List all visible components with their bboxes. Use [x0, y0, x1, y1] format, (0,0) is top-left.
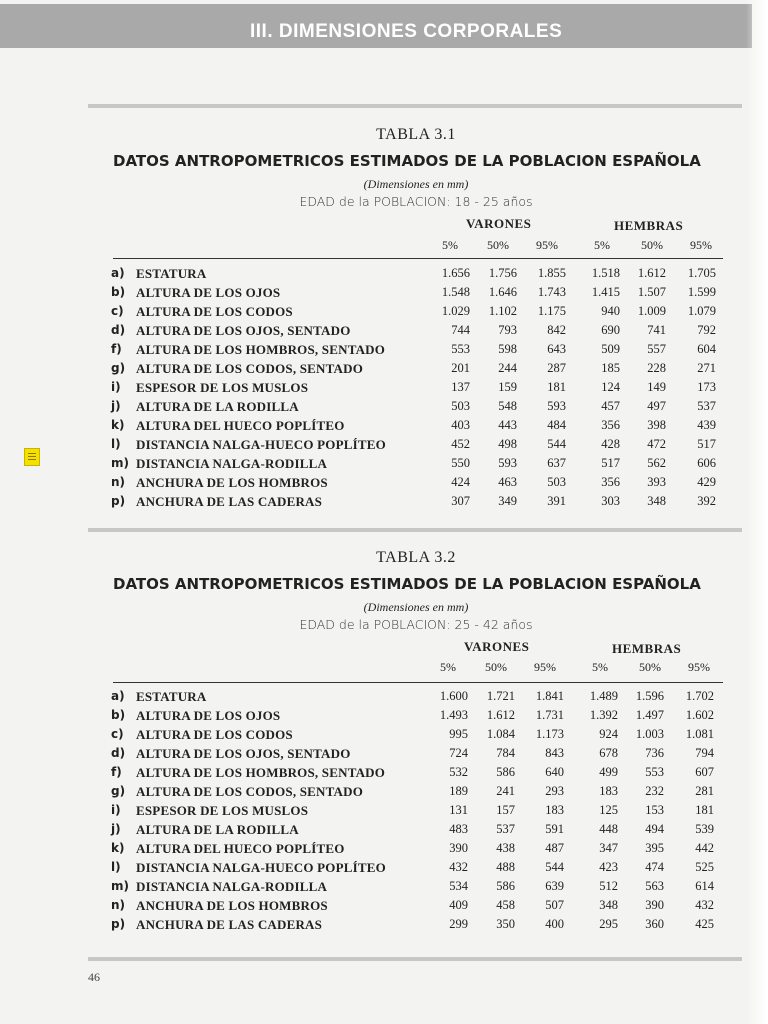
value-cell: 1.599 [687, 285, 716, 299]
table-title: DATOS ANTROPOMETRICOS ESTIMADOS DE LA POBLACION ESPAÑOLA [113, 575, 701, 593]
table-row [0, 304, 768, 323]
value-cell: 484 [547, 418, 566, 432]
value-cell: 442 [695, 841, 714, 855]
value-cell: 403 [451, 418, 470, 432]
value-cell: 303 [601, 494, 620, 508]
group-label-varones: VARONES [464, 639, 530, 654]
value-cell: 1.084 [486, 727, 515, 741]
chapter-title: III. DIMENSIONES CORPORALES [250, 21, 563, 42]
table-title: DATOS ANTROPOMETRICOS ESTIMADOS DE LA POBLACION ESPAÑOLA [113, 152, 701, 170]
row-letter: j) [111, 822, 121, 836]
value-cell: 347 [599, 841, 618, 855]
value-cell: 159 [498, 380, 517, 394]
value-cell: 509 [601, 342, 620, 356]
table-age-range: EDAD de la POBLACION: 25 - 42 años [299, 617, 533, 632]
value-cell: 607 [695, 765, 714, 779]
value-cell: 598 [498, 342, 517, 356]
table-row [0, 860, 768, 879]
row-label: ALTURA DE LA RODILLA [136, 822, 299, 837]
value-cell: 1.705 [687, 266, 716, 280]
value-cell: 390 [645, 898, 664, 912]
value-cell: 534 [449, 879, 468, 893]
value-cell: 544 [545, 860, 564, 874]
row-label: ESTATURA [136, 266, 207, 281]
value-cell: 201 [451, 361, 470, 375]
row-letter: j) [111, 399, 121, 413]
row-letter: g) [111, 361, 126, 375]
table-age-range: EDAD de la POBLACION: 18 - 25 años [299, 194, 533, 209]
value-cell: 423 [599, 860, 618, 874]
value-cell: 639 [545, 879, 564, 893]
value-cell: 593 [498, 456, 517, 470]
table-row [0, 841, 768, 860]
value-cell: 307 [451, 494, 470, 508]
value-cell: 924 [599, 727, 618, 741]
row-letter: n) [111, 898, 126, 912]
value-cell: 544 [547, 437, 566, 451]
value-cell: 678 [599, 746, 618, 760]
value-cell: 458 [496, 898, 515, 912]
row-label: ALTURA DE LOS OJOS [136, 285, 281, 300]
row-label: DISTANCIA NALGA-RODILLA [136, 879, 328, 894]
row-letter: i) [111, 380, 121, 394]
value-cell: 537 [496, 822, 515, 836]
value-cell: 425 [695, 917, 714, 931]
value-cell: 643 [547, 342, 566, 356]
value-cell: 793 [498, 323, 517, 337]
table-row [0, 708, 768, 727]
value-cell: 741 [647, 323, 666, 337]
row-letter: a) [111, 266, 125, 280]
value-cell: 637 [547, 456, 566, 470]
value-cell: 1.003 [635, 727, 664, 741]
value-cell: 1.489 [589, 689, 618, 703]
table-label: TABLA 3.1 [376, 126, 456, 143]
value-cell: 183 [599, 784, 618, 798]
row-label: ALTURA DEL HUECO POPLÍTEO [136, 841, 345, 856]
value-cell: 736 [645, 746, 664, 760]
group-label-hembras: HEMBRAS [614, 218, 684, 233]
value-cell: 586 [496, 765, 515, 779]
value-cell: 349 [498, 494, 517, 508]
value-cell: 1.596 [635, 689, 664, 703]
table-row [0, 494, 768, 513]
value-cell: 562 [647, 456, 666, 470]
row-letter: k) [111, 418, 125, 432]
value-cell: 499 [599, 765, 618, 779]
value-cell: 428 [601, 437, 620, 451]
row-label: ANCHURA DE LOS HOMBROS [136, 898, 328, 913]
value-cell: 1.702 [685, 689, 714, 703]
row-label: ANCHURA DE LAS CADERAS [136, 494, 323, 509]
value-cell: 1.743 [537, 285, 566, 299]
table-row [0, 746, 768, 765]
group-label-varones: VARONES [466, 216, 532, 231]
table-row [0, 399, 768, 418]
value-cell: 281 [695, 784, 714, 798]
value-cell: 457 [601, 399, 620, 413]
group-label-hembras: HEMBRAS [612, 641, 682, 656]
value-cell: 157 [496, 803, 515, 817]
table-row [0, 727, 768, 746]
table-row [0, 380, 768, 399]
row-label: ALTURA DE LOS OJOS, SENTADO [136, 746, 351, 761]
value-cell: 438 [496, 841, 515, 855]
table-row [0, 475, 768, 494]
value-cell: 1.731 [535, 708, 564, 722]
value-cell: 439 [697, 418, 716, 432]
table-row [0, 323, 768, 342]
value-cell: 391 [547, 494, 566, 508]
value-cell: 548 [498, 399, 517, 413]
value-cell: 474 [645, 860, 664, 874]
row-label: ALTURA DE LOS HOMBROS, SENTADO [136, 765, 386, 780]
value-cell: 232 [645, 784, 664, 798]
row-letter: p) [111, 494, 126, 508]
value-cell: 557 [647, 342, 666, 356]
value-cell: 1.081 [685, 727, 714, 741]
value-cell: 512 [599, 879, 618, 893]
value-cell: 517 [601, 456, 620, 470]
value-cell: 1.497 [635, 708, 664, 722]
value-cell: 1.721 [486, 689, 515, 703]
row-letter: k) [111, 841, 125, 855]
value-cell: 1.656 [441, 266, 470, 280]
table-row [0, 361, 768, 380]
value-cell: 244 [498, 361, 517, 375]
value-cell: 483 [449, 822, 468, 836]
row-letter: p) [111, 917, 126, 931]
value-cell: 137 [451, 380, 470, 394]
table-row [0, 285, 768, 304]
value-cell: 1.612 [486, 708, 515, 722]
percentile-header: 50% [487, 238, 509, 252]
value-cell: 131 [449, 803, 468, 817]
percentile-header: 5% [594, 238, 610, 252]
value-cell: 183 [545, 803, 564, 817]
percentile-header: 95% [536, 238, 558, 252]
value-cell: 550 [451, 456, 470, 470]
table-row [0, 822, 768, 841]
value-cell: 553 [451, 342, 470, 356]
table-row [0, 784, 768, 803]
value-cell: 356 [601, 475, 620, 489]
value-cell: 398 [647, 418, 666, 432]
row-label: ALTURA DE LA RODILLA [136, 399, 299, 414]
page-number: 46 [88, 970, 100, 984]
value-cell: 395 [645, 841, 664, 855]
value-cell: 604 [697, 342, 716, 356]
value-cell: 1.602 [685, 708, 714, 722]
value-cell: 744 [451, 323, 470, 337]
value-cell: 448 [599, 822, 618, 836]
value-cell: 1.507 [637, 285, 666, 299]
value-cell: 539 [695, 822, 714, 836]
table-row [0, 437, 768, 456]
table-row [0, 689, 768, 708]
value-cell: 393 [647, 475, 666, 489]
value-cell: 537 [697, 399, 716, 413]
row-letter: b) [111, 285, 126, 299]
value-cell: 1.029 [441, 304, 470, 318]
row-label: ESPESOR DE LOS MUSLOS [136, 803, 309, 818]
value-cell: 487 [545, 841, 564, 855]
row-letter: m) [111, 456, 129, 470]
value-cell: 356 [601, 418, 620, 432]
row-label: ALTURA DE LOS CODOS, SENTADO [136, 361, 364, 376]
table-row [0, 765, 768, 784]
value-cell: 591 [545, 822, 564, 836]
value-cell: 842 [547, 323, 566, 337]
value-cell: 1.612 [637, 266, 666, 280]
value-cell: 606 [697, 456, 716, 470]
value-cell: 498 [498, 437, 517, 451]
section-divider-top [88, 104, 742, 108]
value-cell: 432 [449, 860, 468, 874]
value-cell: 1.102 [488, 304, 517, 318]
value-cell: 348 [599, 898, 618, 912]
value-cell: 525 [695, 860, 714, 874]
row-letter: l) [111, 437, 121, 451]
percentile-header: 50% [639, 660, 661, 674]
value-cell: 690 [601, 323, 620, 337]
percentile-header: 50% [485, 660, 507, 674]
table-subtitle: (Dimensiones en mm) [363, 600, 469, 614]
value-cell: 593 [547, 399, 566, 413]
row-label: ALTURA DE LOS OJOS [136, 708, 281, 723]
value-cell: 1.841 [535, 689, 564, 703]
value-cell: 125 [599, 803, 618, 817]
value-cell: 1.855 [537, 266, 566, 280]
row-letter: g) [111, 784, 126, 798]
value-cell: 724 [449, 746, 468, 760]
value-cell: 640 [545, 765, 564, 779]
value-cell: 185 [601, 361, 620, 375]
row-letter: f) [111, 342, 122, 356]
percentile-header: 95% [690, 238, 712, 252]
value-cell: 1.756 [488, 266, 517, 280]
value-cell: 507 [545, 898, 564, 912]
value-cell: 429 [697, 475, 716, 489]
row-label: ALTURA DE LOS HOMBROS, SENTADO [136, 342, 386, 357]
value-cell: 293 [545, 784, 564, 798]
section-divider-middle [88, 528, 742, 532]
value-cell: 1.175 [537, 304, 566, 318]
value-cell: 1.392 [589, 708, 618, 722]
value-cell: 494 [645, 822, 664, 836]
value-cell: 400 [545, 917, 564, 931]
value-cell: 228 [647, 361, 666, 375]
value-cell: 392 [697, 494, 716, 508]
row-label: ANCHURA DE LOS HOMBROS [136, 475, 328, 490]
value-cell: 1.518 [591, 266, 620, 280]
value-cell: 241 [496, 784, 515, 798]
value-cell: 843 [545, 746, 564, 760]
value-cell: 794 [695, 746, 714, 760]
table-header-rule [113, 258, 723, 259]
row-label: ALTURA DE LOS CODOS, SENTADO [136, 784, 364, 799]
row-letter: l) [111, 860, 121, 874]
row-label: ALTURA DE LOS CODOS [136, 304, 293, 319]
percentile-header: 50% [641, 238, 663, 252]
value-cell: 1.548 [441, 285, 470, 299]
value-cell: 1.079 [687, 304, 716, 318]
row-label: DISTANCIA NALGA-RODILLA [136, 456, 328, 471]
percentile-header: 95% [534, 660, 556, 674]
value-cell: 189 [449, 784, 468, 798]
row-letter: n) [111, 475, 126, 489]
table-header-rule [113, 682, 723, 683]
row-label: ESTATURA [136, 689, 207, 704]
value-cell: 432 [695, 898, 714, 912]
value-cell: 503 [451, 399, 470, 413]
table-row [0, 917, 768, 936]
value-cell: 1.173 [535, 727, 564, 741]
value-cell: 463 [498, 475, 517, 489]
value-cell: 586 [496, 879, 515, 893]
value-cell: 424 [451, 475, 470, 489]
value-cell: 1.415 [591, 285, 620, 299]
row-letter: d) [111, 746, 126, 760]
value-cell: 784 [496, 746, 515, 760]
table-row [0, 266, 768, 285]
row-label: ANCHURA DE LAS CADERAS [136, 917, 323, 932]
row-label: ALTURA DE LOS CODOS [136, 727, 293, 742]
row-letter: b) [111, 708, 126, 722]
table-subtitle: (Dimensiones en mm) [363, 177, 469, 191]
percentile-header: 5% [442, 238, 458, 252]
value-cell: 443 [498, 418, 517, 432]
value-cell: 181 [695, 803, 714, 817]
value-cell: 409 [449, 898, 468, 912]
row-label: DISTANCIA NALGA-HUECO POPLÍTEO [136, 860, 386, 875]
value-cell: 173 [697, 380, 716, 394]
row-letter: a) [111, 689, 125, 703]
value-cell: 503 [547, 475, 566, 489]
value-cell: 940 [601, 304, 620, 318]
value-cell: 390 [449, 841, 468, 855]
value-cell: 1.493 [439, 708, 468, 722]
row-letter: m) [111, 879, 129, 893]
value-cell: 271 [697, 361, 716, 375]
value-cell: 360 [645, 917, 664, 931]
value-cell: 181 [547, 380, 566, 394]
value-cell: 287 [547, 361, 566, 375]
value-cell: 295 [599, 917, 618, 931]
row-letter: c) [111, 727, 124, 741]
row-letter: c) [111, 304, 124, 318]
value-cell: 517 [697, 437, 716, 451]
table-label: TABLA 3.2 [376, 549, 456, 566]
value-cell: 124 [601, 380, 620, 394]
row-letter: d) [111, 323, 126, 337]
row-letter: f) [111, 765, 122, 779]
value-cell: 532 [449, 765, 468, 779]
table-row [0, 803, 768, 822]
value-cell: 497 [647, 399, 666, 413]
row-label: ALTURA DE LOS OJOS, SENTADO [136, 323, 351, 338]
value-cell: 452 [451, 437, 470, 451]
value-cell: 348 [647, 494, 666, 508]
percentile-header: 5% [440, 660, 456, 674]
value-cell: 350 [496, 917, 515, 931]
section-divider-bottom [88, 957, 742, 961]
value-cell: 153 [645, 803, 664, 817]
value-cell: 792 [697, 323, 716, 337]
value-cell: 614 [695, 879, 714, 893]
table-row [0, 456, 768, 475]
value-cell: 472 [647, 437, 666, 451]
value-cell: 299 [449, 917, 468, 931]
value-cell: 995 [449, 727, 468, 741]
row-label: ALTURA DEL HUECO POPLÍTEO [136, 418, 345, 433]
value-cell: 1.646 [488, 285, 517, 299]
row-label: ESPESOR DE LOS MUSLOS [136, 380, 309, 395]
value-cell: 488 [496, 860, 515, 874]
row-letter: i) [111, 803, 121, 817]
value-cell: 1.009 [637, 304, 666, 318]
value-cell: 1.600 [439, 689, 468, 703]
table-row [0, 879, 768, 898]
row-label: DISTANCIA NALGA-HUECO POPLÍTEO [136, 437, 386, 452]
value-cell: 563 [645, 879, 664, 893]
value-cell: 553 [645, 765, 664, 779]
table-row [0, 342, 768, 361]
value-cell: 149 [647, 380, 666, 394]
table-row [0, 898, 768, 917]
percentile-header: 95% [688, 660, 710, 674]
table-row [0, 418, 768, 437]
percentile-header: 5% [592, 660, 608, 674]
